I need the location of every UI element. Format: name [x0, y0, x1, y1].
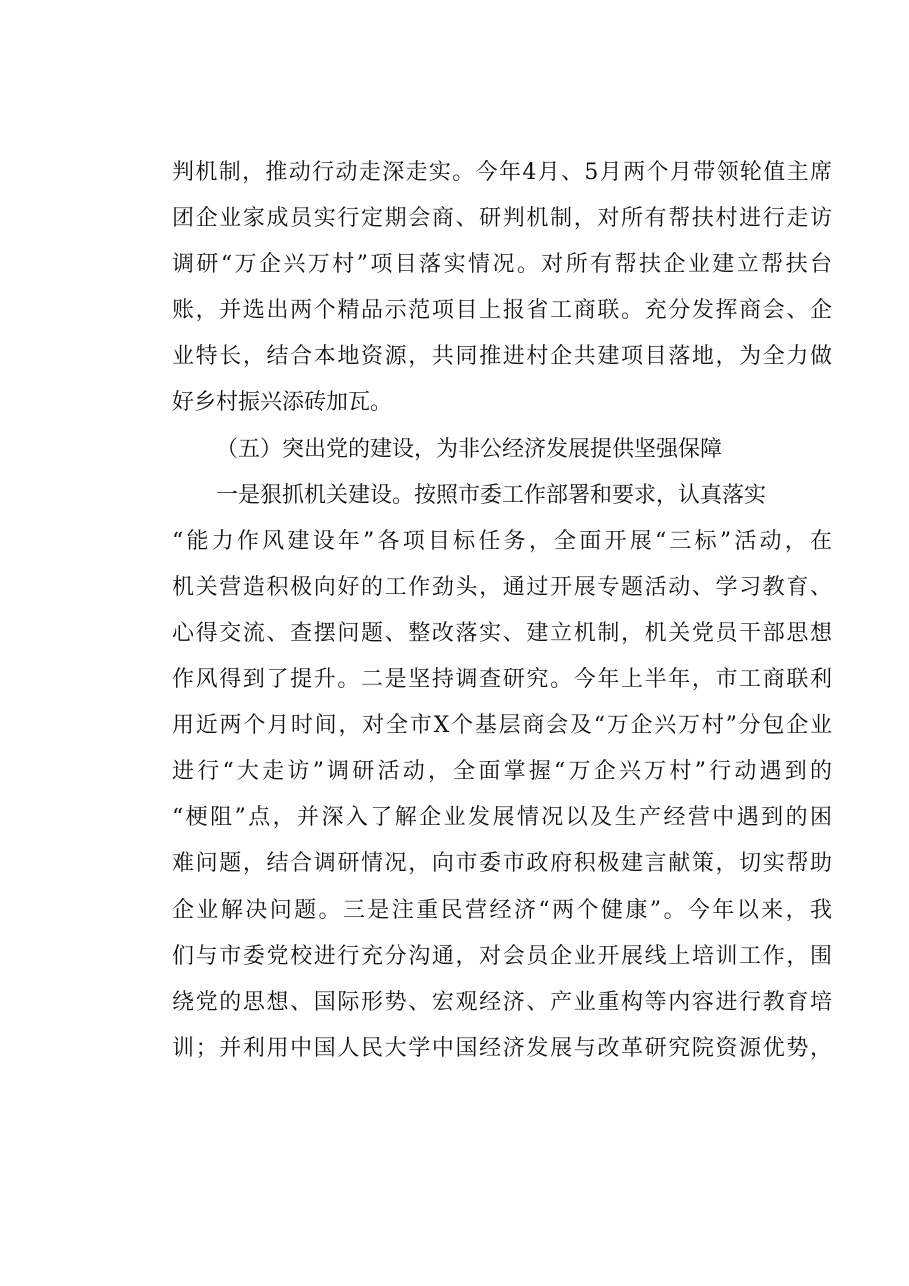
text-line: 调研“万企兴万村”项目落实情况。对所有帮扶企业建立帮扶台	[172, 252, 832, 278]
text-line: 好乡村振兴添砖加瓦。	[172, 390, 393, 416]
text-line: 难问题，结合调研情况，向市委市政府积极建言献策，切实帮助	[172, 851, 832, 877]
text-line: 进行“大走访”调研活动，全面掌握“万企兴万村”行动遇到的	[172, 759, 832, 785]
text-line: 一是狠抓机关建设。按照市委工作部署和要求，认真落实	[216, 482, 767, 508]
text-line: 判机制，推动行动走深走实。今年4月、5月两个月带领轮值主席	[172, 160, 832, 185]
text-line: 机关营造积极向好的工作劲头，通过开展专题活动、学习教育、	[172, 574, 832, 600]
text-line: 企业解决问题。三是注重民营经济“两个健康”。今年以来，我	[172, 897, 832, 923]
text-line: 业特长，结合本地资源，共同推进村企共建项目落地，为全力做	[172, 344, 832, 370]
text-line: 账，并选出两个精品示范项目上报省工商联。充分发挥商会、企	[172, 298, 832, 324]
text-line: 训；并利用中国人民大学中国经济发展与改革研究院资源优势，	[172, 1035, 832, 1061]
text-line: “梗阻”点，并深入了解企业发展情况以及生产经营中遇到的困	[172, 805, 832, 831]
text-line: 团企业家成员实行定期会商、研判机制，对所有帮扶村进行走访	[172, 206, 832, 232]
text-line: 们与市委党校进行充分沟通，对会员企业开展线上培训工作，围	[172, 943, 832, 969]
text-line: “能力作风建设年”各项目标任务，全面开展“三标”活动，在	[172, 528, 832, 554]
text-line: 作风得到了提升。二是坚持调查研究。今年上半年，市工商联利	[172, 667, 832, 693]
document-body	[172, 150, 832, 1072]
text-line: 绕党的思想、国际形势、宏观经济、产业重构等内容进行教育培	[172, 989, 832, 1015]
text-line: 心得交流、查摆问题、整改落实、建立机制，机关党员干部思想	[172, 620, 832, 646]
text-line: 用近两个月时间，对全市X个基层商会及“万企兴万村”分包企业	[172, 713, 832, 739]
section-heading: （五）突出党的建设，为非公经济发展提供坚强保障	[216, 436, 723, 462]
